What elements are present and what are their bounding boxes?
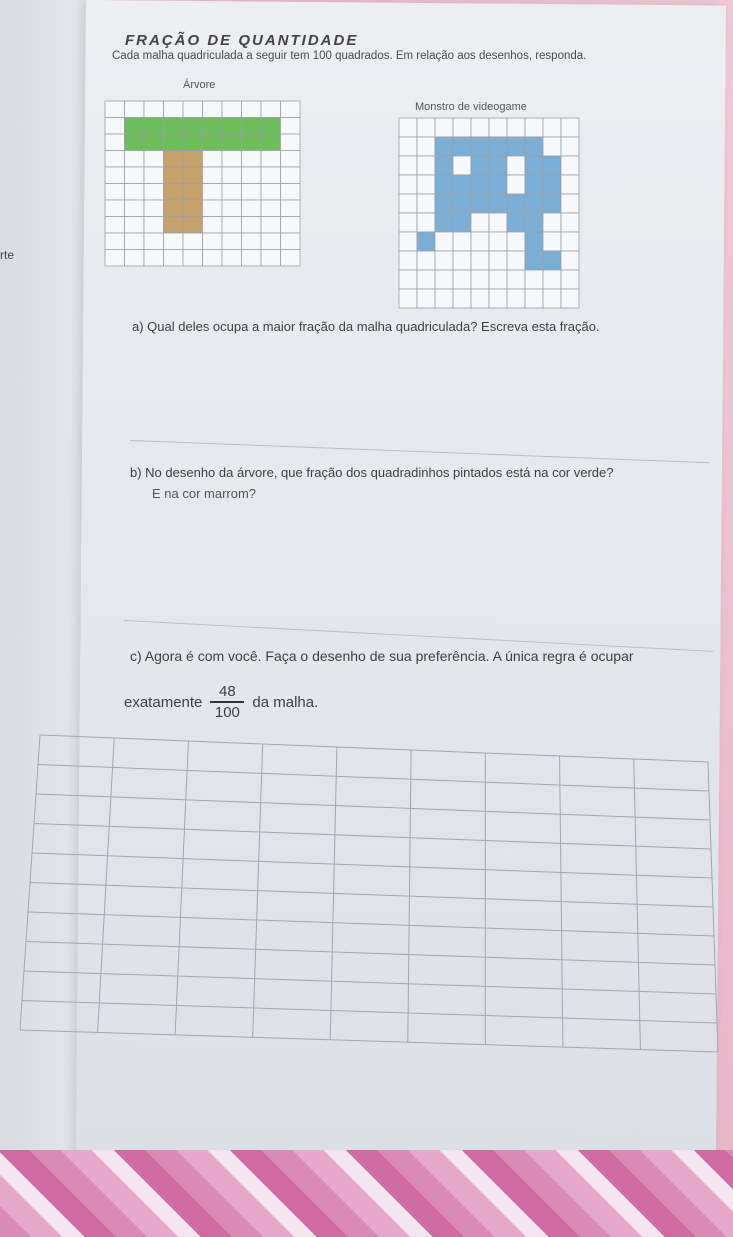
question-a: a) Qual deles ocupa a maior fração da malha quadriculada? Escreva esta fração.: [132, 319, 600, 334]
intro-text: Cada malha quadriculada a seguir tem 100 quadrados. Em relação aos desenhos, responda.: [112, 50, 587, 62]
drawing-grid-row-line: [40, 735, 708, 762]
side-page-text: rte: [0, 248, 15, 262]
question-c-after: da malha.: [252, 693, 319, 711]
drawing-grid-row-line: [30, 883, 713, 908]
monster-grid-label: Monstro de videogame: [415, 101, 527, 113]
drawing-grid-row-line: [24, 971, 716, 994]
drawing-grid-row-line: [34, 824, 711, 850]
section-title: FRAÇÃO DE QUANTIDADE: [125, 32, 359, 49]
fraction-denominator: 100: [214, 704, 240, 721]
drawing-grid-row-line: [20, 1030, 718, 1052]
drawing-grid-row-line: [36, 794, 710, 820]
tree-grid-label: Árvore: [183, 79, 216, 91]
question-b: b) No desenho da árvore, que fração dos quadradinhos pintados está na cor verde?: [130, 465, 614, 480]
question-b-part-2: E na cor marrom?: [152, 486, 257, 501]
drawing-grid-row-line: [28, 912, 714, 936]
drawing-grid-row-line: [22, 1001, 717, 1024]
question-c-before: exatamente: [124, 693, 203, 711]
drawing-grid-row-line: [38, 765, 709, 792]
fraction-numerator: 48: [219, 683, 236, 700]
drawing-grid-row-line: [32, 853, 712, 878]
question-c: c) Agora é com você. Faça o desenho de sua preferência. A única regra é ocupar: [130, 648, 634, 664]
drawing-grid-row-line: [26, 942, 715, 966]
bottom-fabric: [0, 1150, 733, 1237]
